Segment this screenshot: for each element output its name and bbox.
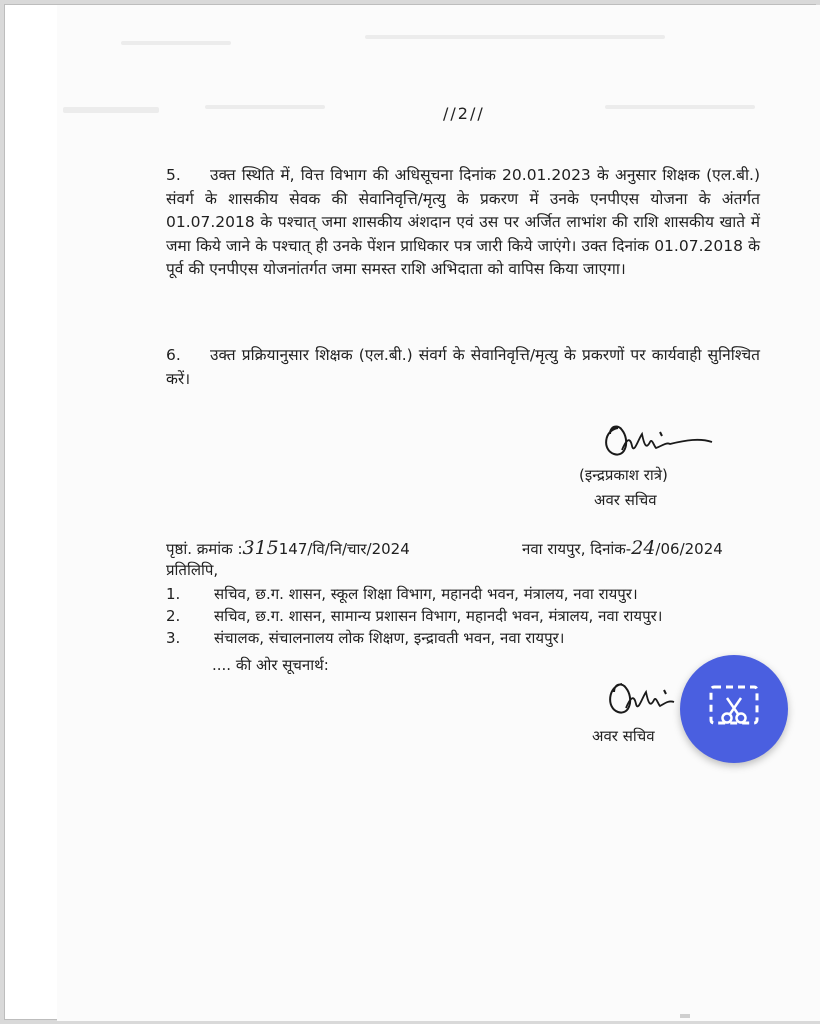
recipient-list xyxy=(166,583,662,649)
bleed-through xyxy=(63,107,159,113)
screenshot-crop-button[interactable] xyxy=(680,655,788,763)
recipient-number: 1. xyxy=(166,585,181,603)
screenshot-scissors-icon xyxy=(708,684,760,734)
paragraph-number: 5. xyxy=(166,166,181,184)
paragraph-number: 6. xyxy=(166,346,181,364)
bleed-through xyxy=(365,35,665,39)
photo-frame xyxy=(4,4,816,1020)
signature-image xyxy=(602,676,692,726)
recipient-text: संचालक, संचालनालय लोक शिक्षण, इन्द्रावती भवन, नवा रायपुर। xyxy=(214,629,565,647)
signatory-name: (इन्द्रप्रकाश रात्रे) xyxy=(579,466,668,484)
signature-image xyxy=(596,420,716,470)
scan-mark xyxy=(680,1014,690,1018)
recipient-text: सचिव, छ.ग. शासन, स्कूल शिक्षा विभाग, महानदी भवन, मंत्रालय, नवा रायपुर। xyxy=(214,585,638,603)
date-suffix: /06/2024 xyxy=(655,540,723,558)
list-item xyxy=(166,605,662,627)
paragraph-text: उक्त प्रक्रियानुसार शिक्षक (एल.बी.) संवर्ग के सेवानिवृत्ति/मृत्यु के प्रकरणों पर कार्यवाही सुनिश्चित करें। xyxy=(166,346,760,388)
bleed-through xyxy=(121,41,231,45)
endorsement-place-date xyxy=(522,537,723,559)
copy-to-label: प्रतिलिपि, xyxy=(166,561,219,579)
recipient-number: 3. xyxy=(166,629,181,647)
recipient-text: सचिव, छ.ग. शासन, सामान्य प्रशासन विभाग, महानदी भवन, मंत्रालय, नवा रायपुर। xyxy=(214,607,663,625)
paragraph-text: उक्त स्थिति में, वित्त विभाग की अधिसूचना दिनांक 20.01.2023 के अनुसार शिक्षक (एल.बी.) संवर्ग के शासकीय सेवक की सेवानिवृत्ति/मृत्यु के प्रकरण में उनके एनपीएस योजना के अंतर्गत 01.07.2018 के पश्चात् जमा शासकीय अंशदान एवं उस पर अर्जित लाभांश की राशि शासकीय खाते में जमा किये जाने के पश्चात् ही उनके पेंशन प्राधिकार पत्र जारी किये जाएंगे। उक्त दिनांक 01.07.2018 के पूर्व की एनपीएस योजनांतर्गत जमा समस्त राशि अभिदाता को वापिस किया जाएगा। xyxy=(166,166,760,278)
reference-prefix: पृष्ठां. क्रमांक : xyxy=(166,540,243,558)
bleed-through xyxy=(605,105,755,109)
for-information-line: .... की ओर सूचनार्थ: xyxy=(212,656,329,674)
page-number: //2// xyxy=(443,104,485,123)
recipient-number: 2. xyxy=(166,607,181,625)
place-date-prefix: नवा रायपुर, दिनांक- xyxy=(522,540,632,558)
paragraph-5 xyxy=(166,164,760,282)
second-signatory-designation: अवर सचिव xyxy=(592,727,655,745)
document-page xyxy=(57,5,820,1021)
reference-handwritten: 315 xyxy=(242,537,279,559)
endorsement-reference xyxy=(166,537,410,559)
bleed-through xyxy=(205,105,325,109)
date-handwritten: 24 xyxy=(631,537,656,559)
signatory-designation: अवर सचिव xyxy=(594,491,657,509)
reference-suffix: 147/वि/नि/चार/2024 xyxy=(278,540,410,558)
list-item xyxy=(166,583,662,605)
paragraph-6 xyxy=(166,344,760,391)
list-item xyxy=(166,627,662,649)
